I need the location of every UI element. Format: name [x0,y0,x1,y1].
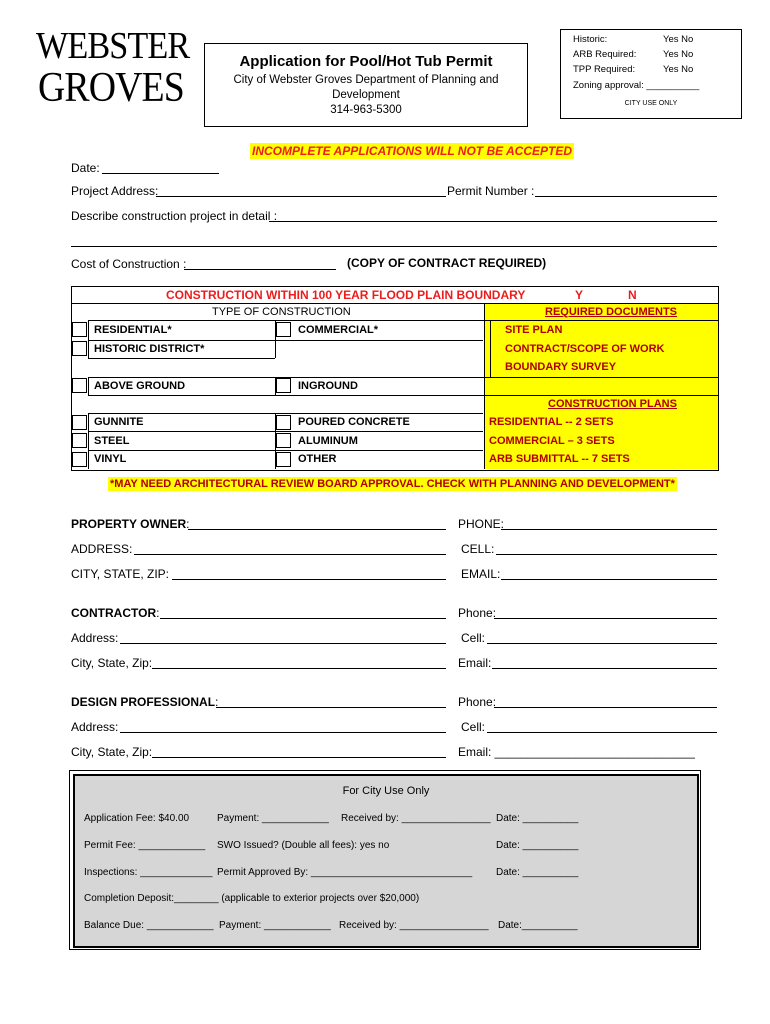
project-address-field[interactable] [156,196,446,197]
date-label: Date: [71,161,100,175]
contractor-phone-label: Phone: [458,606,497,620]
contractor-label: CONTRACTOR: [71,606,160,620]
owner-phone-label: PHONE: [458,517,505,531]
tpp-yes-no: Yes No [663,64,694,75]
aluminum-checkbox[interactable] [276,433,291,448]
vinyl-checkbox[interactable] [72,452,87,467]
vinyl-label: VINYL [94,453,127,465]
owner-address-label: ADDRESS: [71,542,133,556]
table-divider [88,320,89,358]
design-address-field[interactable] [120,732,446,733]
historic-label: Historic: [573,34,608,45]
payment-field-2[interactable]: Payment: ____________ [219,920,331,931]
permit-number-label: Permit Number : [447,184,535,198]
type-of-construction-header: TYPE OF CONSTRUCTION [212,306,351,318]
design-label: DESIGN PROFESSIONAL: [71,695,219,709]
department-line: City of Webster Groves Department of Planning and [233,74,499,86]
date-field-3[interactable]: Date: __________ [496,867,579,878]
owner-cell-field[interactable] [496,554,717,555]
cost-label: Cost of Construction : [71,257,187,271]
city-use-bottom-box [69,770,701,950]
date-field-1[interactable]: Date: __________ [496,813,579,824]
cost-field[interactable] [184,269,336,270]
flood-yes[interactable]: Y [575,288,584,302]
residential-label: RESIDENTIAL* [94,324,172,336]
design-phone-label: Phone: [458,695,497,709]
arb-yes-no: Yes No [663,49,694,60]
design-phone-field[interactable] [494,707,717,708]
describe-field-line-2[interactable] [71,246,717,247]
table-divider [88,340,483,341]
historic-district-label: HISTORIC DISTRICT* [94,343,205,355]
table-divider [88,413,483,414]
city-use-bottom-title: For City Use Only [342,785,430,797]
contractor-address-label: Address: [71,631,119,645]
completion-deposit-field[interactable]: Completion Deposit:________ (applicable to exterior projects over $20,000) [84,893,420,904]
contractor-email-label: Email: [458,656,492,670]
inground-checkbox[interactable] [276,378,291,393]
design-city-label: City, State, Zip: [71,745,153,759]
construction-plans-header: CONSTRUCTION PLANS [548,398,677,410]
other-label: OTHER [298,453,337,465]
owner-city-field[interactable] [172,579,446,580]
table-divider [88,395,483,396]
copy-contract-note: (COPY OF CONTRACT REQUIRED) [347,256,547,270]
webster-groves-logo [36,25,190,126]
contractor-cell-label: Cell: [461,631,486,645]
steel-label: STEEL [94,435,130,447]
gunnite-checkbox[interactable] [72,415,87,430]
table-divider [88,358,275,359]
permit-fee-field[interactable]: Permit Fee: ____________ [84,840,206,851]
date-field-2[interactable]: Date: __________ [496,840,579,851]
required-documents-header: REQUIRED DOCUMENTS [545,306,678,318]
flood-plain-label: CONSTRUCTION WITHIN 100 YEAR FLOOD PLAIN BOUNDARY [166,288,526,302]
received-by-field-2[interactable]: Received by: ________________ [339,920,489,931]
design-cell-field[interactable] [487,732,717,733]
owner-phone-field[interactable] [501,529,717,530]
residential-checkbox[interactable] [72,322,87,337]
payment-field-1[interactable]: Payment: ____________ [217,813,329,824]
poured-concrete-checkbox[interactable] [276,415,291,430]
contractor-email-field[interactable] [492,668,717,669]
aluminum-label: ALUMINUM [298,435,358,447]
table-divider [483,377,718,378]
design-address-label: Address: [71,720,119,734]
date-field-4[interactable]: Date:__________ [498,920,578,931]
contractor-cell-field[interactable] [487,643,717,644]
historic-district-checkbox[interactable] [72,341,87,356]
date-field[interactable] [102,173,219,174]
arb-required-label: ARB Required: [573,49,637,60]
table-divider [88,377,89,395]
city-use-caption: CITY USE ONLY [624,100,678,107]
design-email-field[interactable]: Email: ______________________________ [458,745,695,759]
owner-address-field[interactable] [134,554,446,555]
department-phone: 314-963-5300 [330,104,402,116]
table-divider [490,320,491,377]
title-box [204,43,528,127]
commercial-label: COMMERCIAL* [298,324,379,336]
inground-label: INGROUND [298,380,358,392]
above-ground-label: ABOVE GROUND [94,380,186,392]
table-divider [71,303,718,304]
contractor-label-text: CONTRACTOR [71,606,157,620]
design-label-text: DESIGN PROFESSIONAL [71,695,216,709]
balance-due-field[interactable]: Balance Due: ____________ [84,920,214,931]
poured-concrete-label: POURED CONCRETE [298,416,410,428]
incomplete-warning: INCOMPLETE APPLICATIONS WILL NOT BE ACCEPTED [252,144,573,158]
site-plan-label: SITE PLAN [505,324,563,336]
contractor-phone-field[interactable] [494,618,717,619]
page-title: Application for Pool/Hot Tub Permit [239,53,493,70]
steel-checkbox[interactable] [72,433,87,448]
table-divider [88,320,483,321]
table-divider [275,340,276,358]
table-divider [88,413,89,469]
describe-label: Describe construction project in detail : [71,209,278,223]
table-divider [88,450,483,451]
table-divider [88,431,483,432]
owner-label-text: PROPERTY OWNER [71,517,187,531]
contractor-city-field[interactable] [152,668,446,669]
city-use-bottom-inner [73,774,699,948]
contractor-city-label: City, State, Zip: [71,656,153,670]
owner-name-field[interactable] [188,529,446,530]
application-fee: Application Fee: $40.00 [84,813,190,824]
project-address-label: Project Address: [71,184,159,198]
contract-scope-label: CONTRACT/SCOPE OF WORK [505,343,665,355]
owner-email-label: EMAIL: [461,567,501,581]
inspections-field[interactable]: Inspections: _____________ [84,867,213,878]
department-line-2: Development [332,89,400,101]
other-checkbox[interactable] [276,452,291,467]
owner-email-field[interactable] [501,579,717,580]
owner-city-label: CITY, STATE, ZIP: [71,567,170,581]
flood-no[interactable]: N [628,288,637,302]
city-use-box [560,29,742,119]
design-name-field[interactable] [216,707,446,708]
arb-sets-label: ARB SUBMITTAL -- 7 SETS [489,453,630,465]
received-by-field-1[interactable]: Received by: ________________ [341,813,491,824]
swo-issued[interactable]: SWO Issued? (Double all fees): yes no [217,840,390,851]
residential-sets-label: RESIDENTIAL -- 2 SETS [489,416,614,428]
logo-line-1: WEBSTER [36,25,190,67]
permit-approved-field[interactable]: Permit Approved By: _____________________________ [217,867,473,878]
describe-field[interactable] [269,221,717,222]
logo-line-2: GROVES [38,65,184,111]
zoning-approval-label: Zoning approval: __________ [573,80,700,91]
owner-cell-label: CELL: [461,542,495,556]
historic-yes-no: Yes No [663,34,694,45]
permit-number-field[interactable] [535,196,717,197]
tpp-required-label: TPP Required: [573,64,636,75]
arb-note: *MAY NEED ARCHITECTURAL REVIEW BOARD APPROVAL. CHECK WITH PLANNING AND DEVELOPMENT* [110,478,675,490]
design-city-field[interactable] [152,757,446,758]
design-cell-label: Cell: [461,720,486,734]
table-divider [483,320,718,321]
commercial-sets-label: COMMERCIAL – 3 SETS [489,435,615,447]
gunnite-label: GUNNITE [94,416,144,428]
contractor-name-field[interactable] [160,618,446,619]
contractor-address-field[interactable] [120,643,446,644]
commercial-checkbox[interactable] [276,322,291,337]
boundary-survey-label: BOUNDARY SURVEY [505,361,617,373]
table-divider [483,395,718,396]
above-ground-checkbox[interactable] [72,378,87,393]
owner-label: PROPERTY OWNER: [71,517,190,531]
